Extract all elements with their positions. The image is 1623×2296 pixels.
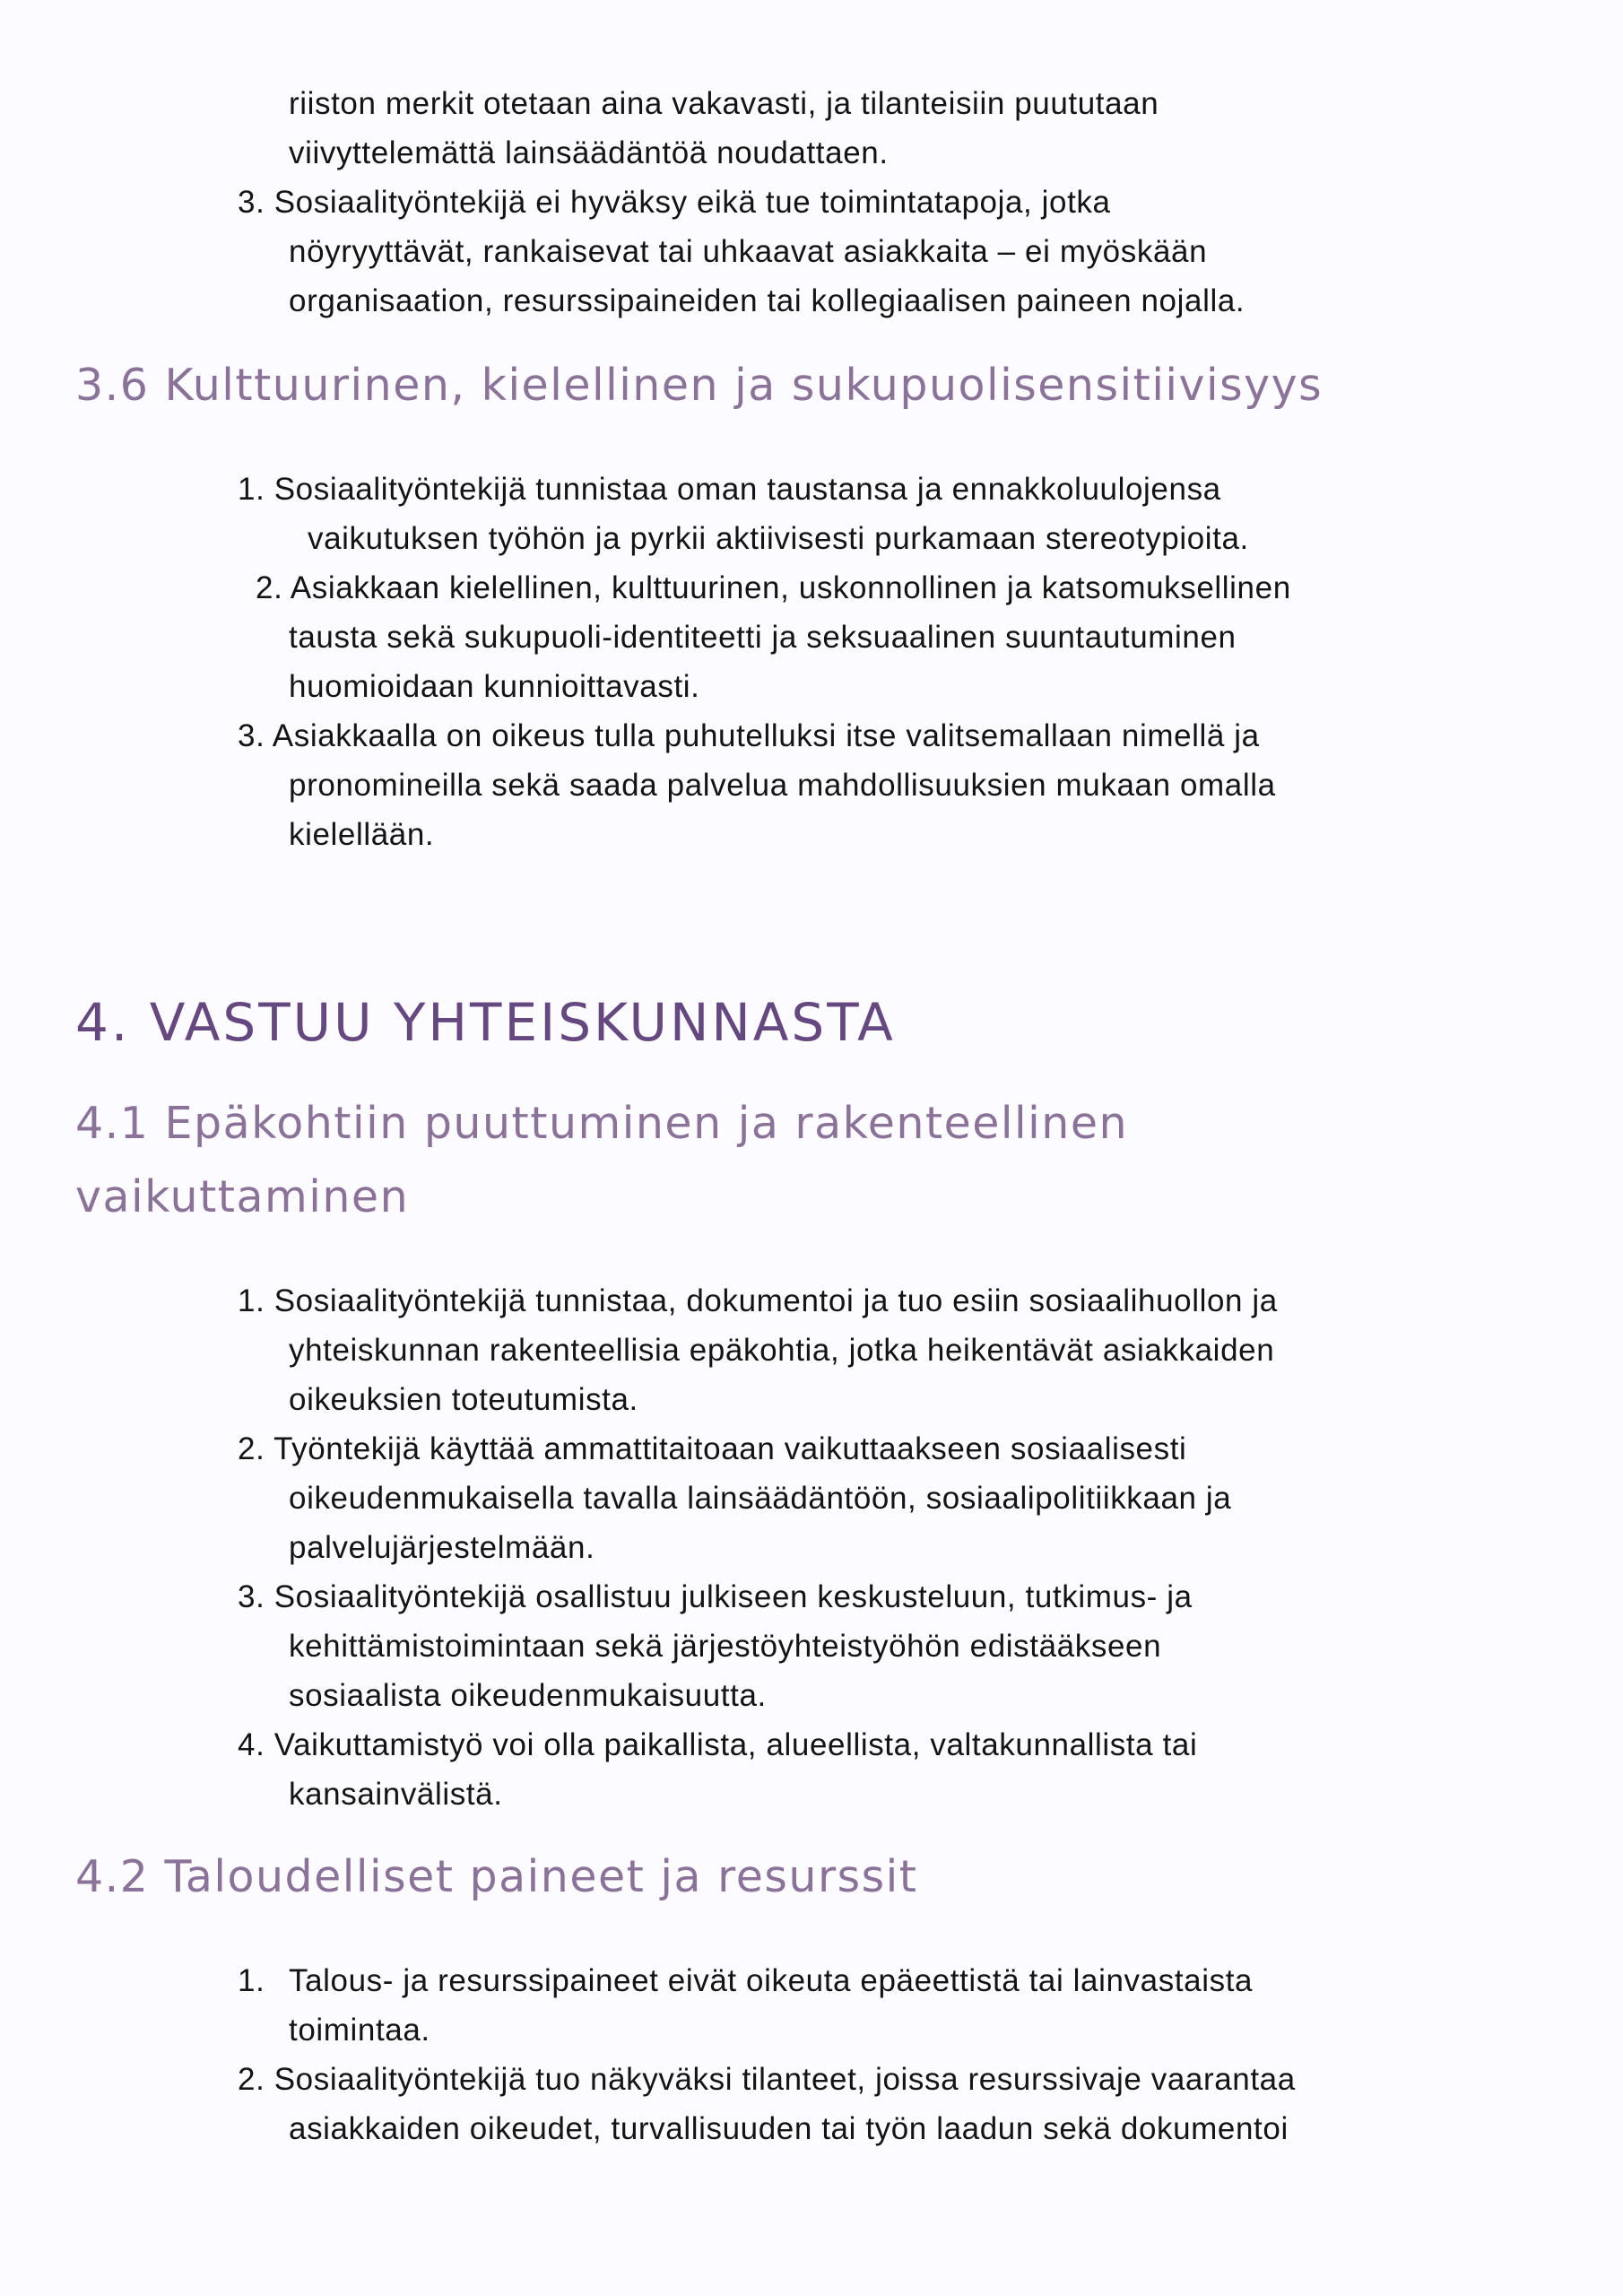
list-item-line: tausta sekä sukupuoli-identiteetti ja seksuaalinen suuntautuminen xyxy=(289,620,1237,655)
list-text: Työntekijä käyttää ammattitaitoaan vaikuttaakseen sosiaalisesti xyxy=(273,1431,1187,1466)
list-item-line xyxy=(238,711,1260,761)
list-item-line xyxy=(238,1720,1197,1770)
list-item-line: asiakkaiden oikeudet, turvallisuuden tai työn laadun sekä dokumentoi xyxy=(289,2111,1289,2146)
list-item-line: nöyryyttävät, rankaisevat tai uhkaavat asiakkaita – ei myöskään xyxy=(289,234,1208,269)
list-item-line xyxy=(238,465,1221,514)
list-number: 4. xyxy=(238,1727,265,1762)
list-number: 2. xyxy=(238,1431,265,1466)
list-number: 2. xyxy=(256,570,283,605)
section-heading-4-1-cont: vaikuttaminen xyxy=(75,1171,410,1222)
list-item-line: organisaation, resurssipaineiden tai kollegiaalisen paineen nojalla. xyxy=(289,283,1245,318)
list-item-line xyxy=(238,1424,1186,1474)
list-item-line: kansainvälistä. xyxy=(289,1777,503,1812)
section-heading-4-1: 4.1 Epäkohtiin puuttuminen ja rakenteellinen xyxy=(75,1098,1129,1149)
list-number: 1. xyxy=(238,472,265,507)
list-item-line: kielellään. xyxy=(289,817,435,852)
list-item-line: kehittämistoimintaan sekä järjestöyhteistyöhön edistääkseen xyxy=(289,1629,1162,1664)
list-item-line: sosiaalista oikeudenmukaisuutta. xyxy=(289,1678,767,1713)
section-heading-3-6: 3.6 Kulttuurinen, kielellinen ja sukupuolisensitiivisyys xyxy=(75,360,1324,411)
list-number: 3. xyxy=(238,718,265,753)
list-item-line: huomioidaan kunnioittavasti. xyxy=(289,669,700,704)
list-item-line xyxy=(238,1276,1278,1326)
list-item-line: oikeuksien toteutumista. xyxy=(289,1382,638,1417)
list-text: Sosiaalityöntekijä osallistuu julkiseen keskusteluun, tutkimus- ja xyxy=(273,1579,1193,1614)
list-item-line xyxy=(238,1572,1193,1622)
list-item-line: oikeudenmukaisella tavalla lainsäädäntöön, sosiaalipolitiikkaan ja xyxy=(289,1481,1232,1516)
list-text: Sosiaalityöntekijä tuo näkyväksi tilanteet, joissa resurssivaje vaarantaa xyxy=(273,2062,1296,2097)
list-item-line: palvelujärjestelmään. xyxy=(289,1530,595,1565)
list-text: Sosiaalityöntekijä tunnistaa, dokumentoi ja tuo esiin sosiaalihuollon ja xyxy=(273,1283,1278,1318)
list-text: Sosiaalityöntekijä ei hyväksy eikä tue toimintatapoja, jotka xyxy=(273,185,1111,220)
list-item-line: toimintaa. xyxy=(289,2013,430,2048)
list-number: 1. xyxy=(238,1963,265,1998)
list-item-line: vaikutuksen työhön ja pyrkii aktiivisesti purkamaan stereotypioita. xyxy=(308,521,1249,556)
list-item-line xyxy=(238,2055,1296,2104)
list-text: Sosiaalityöntekijä tunnistaa oman taustansa ja ennakkoluulojensa xyxy=(273,472,1221,507)
list-item-line: yhteiskunnan rakenteellisia epäkohtia, jotka heikentävät asiakkaiden xyxy=(289,1333,1275,1368)
section-heading-4-2: 4.2 Taloudelliset paineet ja resurssit xyxy=(75,1851,918,1902)
list-number: 1. xyxy=(238,1283,265,1318)
list-number: 3. xyxy=(238,1579,265,1614)
list-number: 2. xyxy=(238,2062,265,2097)
list-item-line: pronomineilla sekä saada palvelua mahdollisuuksien mukaan omalla xyxy=(289,768,1276,803)
list-number: 3. xyxy=(238,185,265,220)
list-text: Vaikuttamistyö voi olla paikallista, alueellista, valtakunnallista tai xyxy=(273,1727,1198,1762)
list-text: Talous- ja resurssipaineet eivät oikeuta epäeettistä tai lainvastaista xyxy=(289,1963,1254,1998)
list-item-line xyxy=(238,1956,1253,2005)
list-item-line xyxy=(256,563,1291,613)
list-item-line: riiston merkit otetaan aina vakavasti, ja tilanteisiin puututaan xyxy=(289,86,1159,121)
list-text: Asiakkaalla on oikeus tulla puhutelluksi itse valitsemallaan nimellä ja xyxy=(272,718,1260,753)
chapter-heading-4: 4. VASTUU YHTEISKUNNASTA xyxy=(75,992,896,1053)
list-item-line: viivyttelemättä lainsäädäntöä noudattaen. xyxy=(289,135,889,170)
list-text: Asiakkaan kielellinen, kulttuurinen, uskonnollinen ja katsomuksellinen xyxy=(290,570,1291,605)
list-item-line xyxy=(238,178,1111,227)
